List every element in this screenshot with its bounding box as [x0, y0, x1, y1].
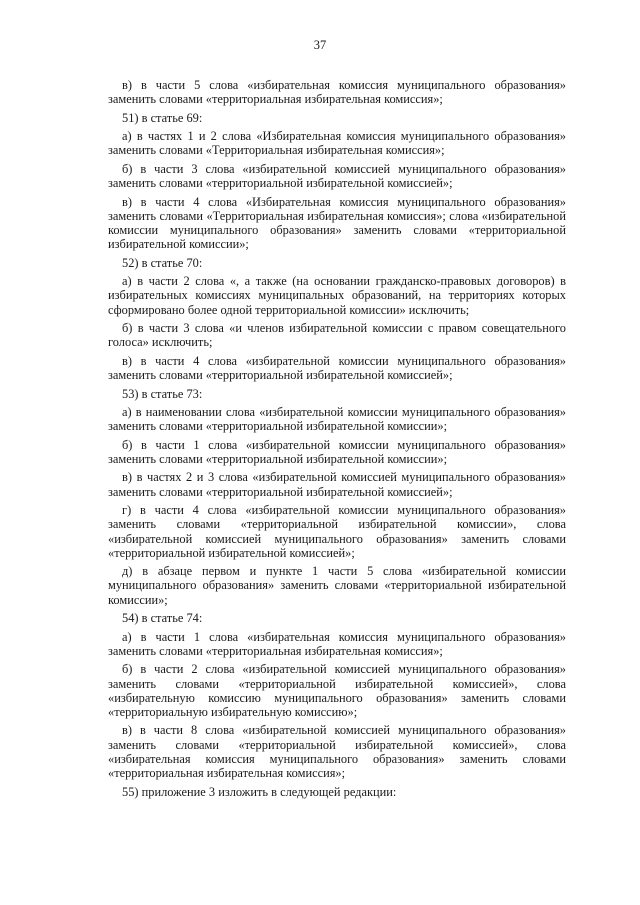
- article-heading: 54) в статье 74:: [122, 611, 203, 626]
- paragraph: а) в частях 1 и 2 слова «Избирательная комиссия муниципального образования» заменить словами «Территориальная избирательная комиссия»;: [108, 129, 566, 158]
- paragraph: в) в части 4 слова «Избирательная комиссия муниципального образования» заменить словами «Территориальная избирательная комиссия»; слова «избирательной комиссии муниципального образования» заменить словами «территориальной избирательной комиссии»;: [108, 194, 566, 252]
- paragraph: в) в части 4 слова «избирательной комиссии муниципального образования» заменить словами «территориальной избирательной комиссией»;: [108, 353, 566, 383]
- paragraph: в) в части 5 слова «избирательная комиссия муниципального образования» заменить словами «территориальная избирательная комиссия»;: [108, 78, 566, 107]
- page-number: 37: [313, 38, 327, 52]
- paragraph: а) в части 2 слова «, а также (на основании гражданско-правовых договоров) в избирательных комиссиях муниципальных образований, на территориях которых сформировано более одной территориальной комиссии» исключить;: [108, 274, 566, 317]
- paragraph: б) в части 2 слова «избирательной комиссией муниципального образования» заменить словами «территориальной избирательной комиссией», слова «избирательную комиссию муниципального образования» заменить словами «территориальную избирательную комиссию»;: [108, 662, 566, 719]
- paragraph: б) в части 3 слова «избирательной комиссией муниципального образования» заменить словами «территориальной избирательной комиссией»;: [108, 161, 566, 191]
- paragraph: б) в части 3 слова «и членов избирательной комиссии с правом совещательного голоса» исключить;: [108, 321, 566, 350]
- paragraph: а) в части 1 слова «избирательная комиссия муниципального образования» заменить словами «территориальная избирательная комиссия»;: [108, 629, 566, 658]
- paragraph: в) в части 8 слова «избирательной комиссией муниципального образования» заменить словами «территориальной избирательной комиссией», слова «избирательная комиссия муниципального образования» заменить словами «территориальная избирательная комиссия»;: [108, 723, 566, 781]
- paragraph: г) в части 4 слова «избирательной комиссии муниципального образования» заменить словами «территориальной избирательной комиссии», слова «избирательной комиссией муниципального образования» заменить словами «территориальной избирательной комиссией»;: [108, 503, 566, 560]
- article-heading: 53) в статье 73:: [122, 386, 203, 401]
- article-heading: 55) приложение 3 изложить в следующей редакции:: [122, 784, 397, 799]
- article-heading: 51) в статье 69:: [122, 110, 203, 125]
- paragraph: в) в частях 2 и 3 слова «избирательной комиссией муниципального образования» заменить словами «территориальной избирательной комиссией»;: [108, 470, 566, 499]
- paragraph: д) в абзаце первом и пункте 1 части 5 слова «избирательной комиссии муниципального образования» заменить словами «территориальной избирательной комиссии»;: [108, 564, 566, 607]
- paragraph: а) в наименовании слова «избирательной комиссии муниципального образования» заменить словами «территориальной избирательной комиссии»;: [108, 405, 566, 434]
- document-body: [108, 78, 566, 803]
- paragraph: б) в части 1 слова «избирательной комиссии муниципального образования» заменить словами «территориальной избирательной комиссии»;: [108, 437, 566, 466]
- article-heading: 52) в статье 70:: [122, 255, 203, 270]
